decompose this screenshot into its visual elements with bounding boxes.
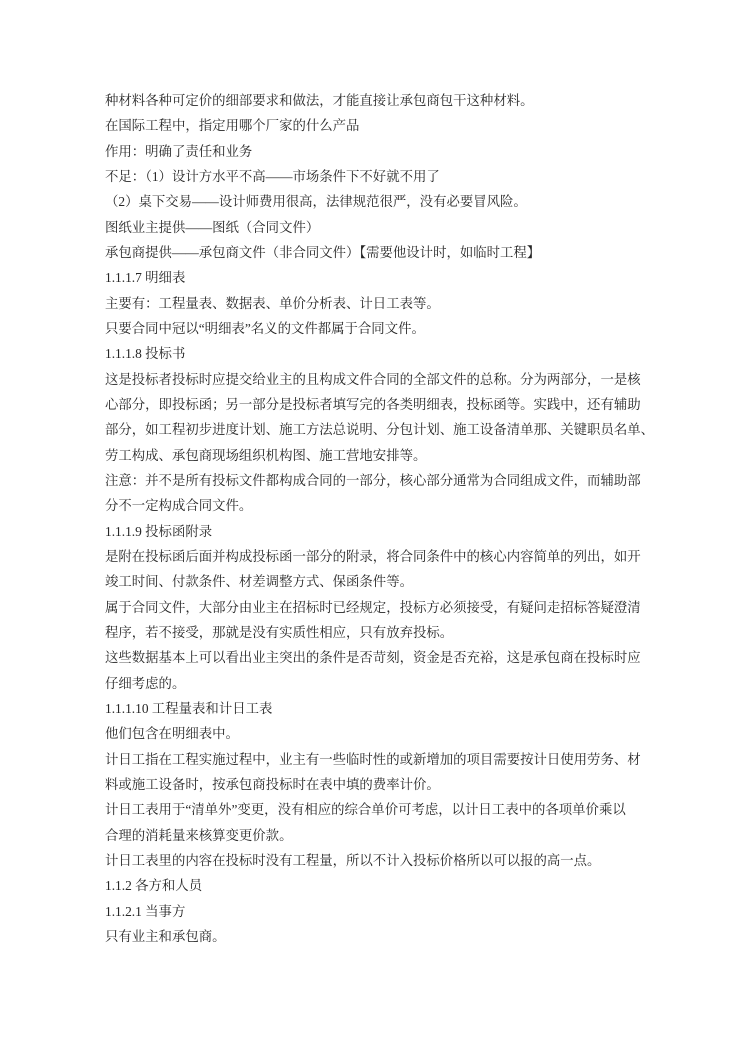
text-line: 竣工时间、付款条件、材差调整方式、保函条件等。 [105,574,413,590]
text-line: （2）桌下交易——设计师费用很高，法律规范很严，没有必要冒风险。 [105,194,527,210]
text-line: 计日工表里的内容在投标时没有工程量，所以不计入投标价格所以可以报的高一点。 [105,852,601,868]
text-line: 不足：（1）设计方水平不高——市场条件下不好就不用了 [105,168,440,184]
text-line: 属于合同文件，大部分由业主在招标时已经规定，投标方必须接受，有疑问走招标答疑澄清 [105,599,641,615]
text-line: 部分，如工程初步进度计划、施工方法总说明、分包计划、施工设备清单那、关键职员名单、 [105,422,655,438]
text-line: 只有业主和承包商。 [105,928,226,944]
text-line: 劳工构成、承包商现场组织机构图、施工营地安排等。 [105,447,427,463]
text-line: 程序，若不接受，那就是没有实质性相应，只有放弃投标。 [105,624,454,640]
text-line: 这是投标者投标时应提交给业主的且构成文件合同的全部文件的总称。分为两部分，一是核 [105,371,641,387]
text-line: 分不一定构成合同文件。 [105,498,253,514]
text-line: 1.1.1.10 工程量表和计日工表 [105,700,273,716]
text-line: 1.1.1.7 明细表 [105,270,186,286]
text-line: 作用：明确了责任和业务 [105,143,253,159]
text-line: 在国际工程中，指定用哪个厂家的什么产品 [105,118,360,134]
text-line: 心部分，即投标函；另一部分是投标者填写完的各类明细表，投标函等。实践中，还有辅助 [105,396,641,412]
text-line: 1.1.1.8 投标书 [105,346,186,362]
text-line: 种材料各种可定价的细部要求和做法，才能直接让承包商包干这种材料。 [105,93,534,108]
text-line: 1.1.2 各方和人员 [105,878,203,894]
text-line: 主要有：工程量表、数据表、单价分析表、计日工表等。 [105,295,440,311]
text-line: 图纸业主提供——图纸（合同文件） [105,219,320,235]
text-line: 只要合同中冠以“明细表”名义的文件都属于合同文件。 [105,320,425,336]
text-line: 计日工表用于“清单外”变更，没有相应的综合单价可考虑，以计日工表中的各项单价乘以 [105,802,626,818]
text-line: 合理的消耗量来核算变更价款。 [105,827,293,843]
text-line: 仔细考虑的。 [105,675,186,691]
text-line: 1.1.1.9 投标函附录 [105,523,213,539]
text-line: 料或施工设备时，按承包商投标时在表中填的费率计价。 [105,776,440,792]
text-line: 是附在投标函后面并构成投标函一部分的附录，将合同条件中的核心内容简单的列出，如开 [105,548,641,564]
text-line: 1.1.2.1 当事方 [105,903,186,919]
text-line: 注意：并不是所有投标文件都构成合同的一部分，核心部分通常为合同组成文件，而辅助部 [105,472,641,488]
text-line: 承包商提供——承包商文件（非合同文件）【需要他设计时，如临时工程】 [105,244,541,260]
text-line: 他们包含在明细表中。 [105,726,239,742]
document-body [105,88,655,949]
text-line: 这些数据基本上可以看出业主突出的条件是否苛刻，资金是否充裕，这是承包商在投标时应 [105,650,641,666]
text-line: 计日工指在工程实施过程中，业主有一些临时性的或新增加的项目需要按计日使用劳务、材 [105,751,641,767]
